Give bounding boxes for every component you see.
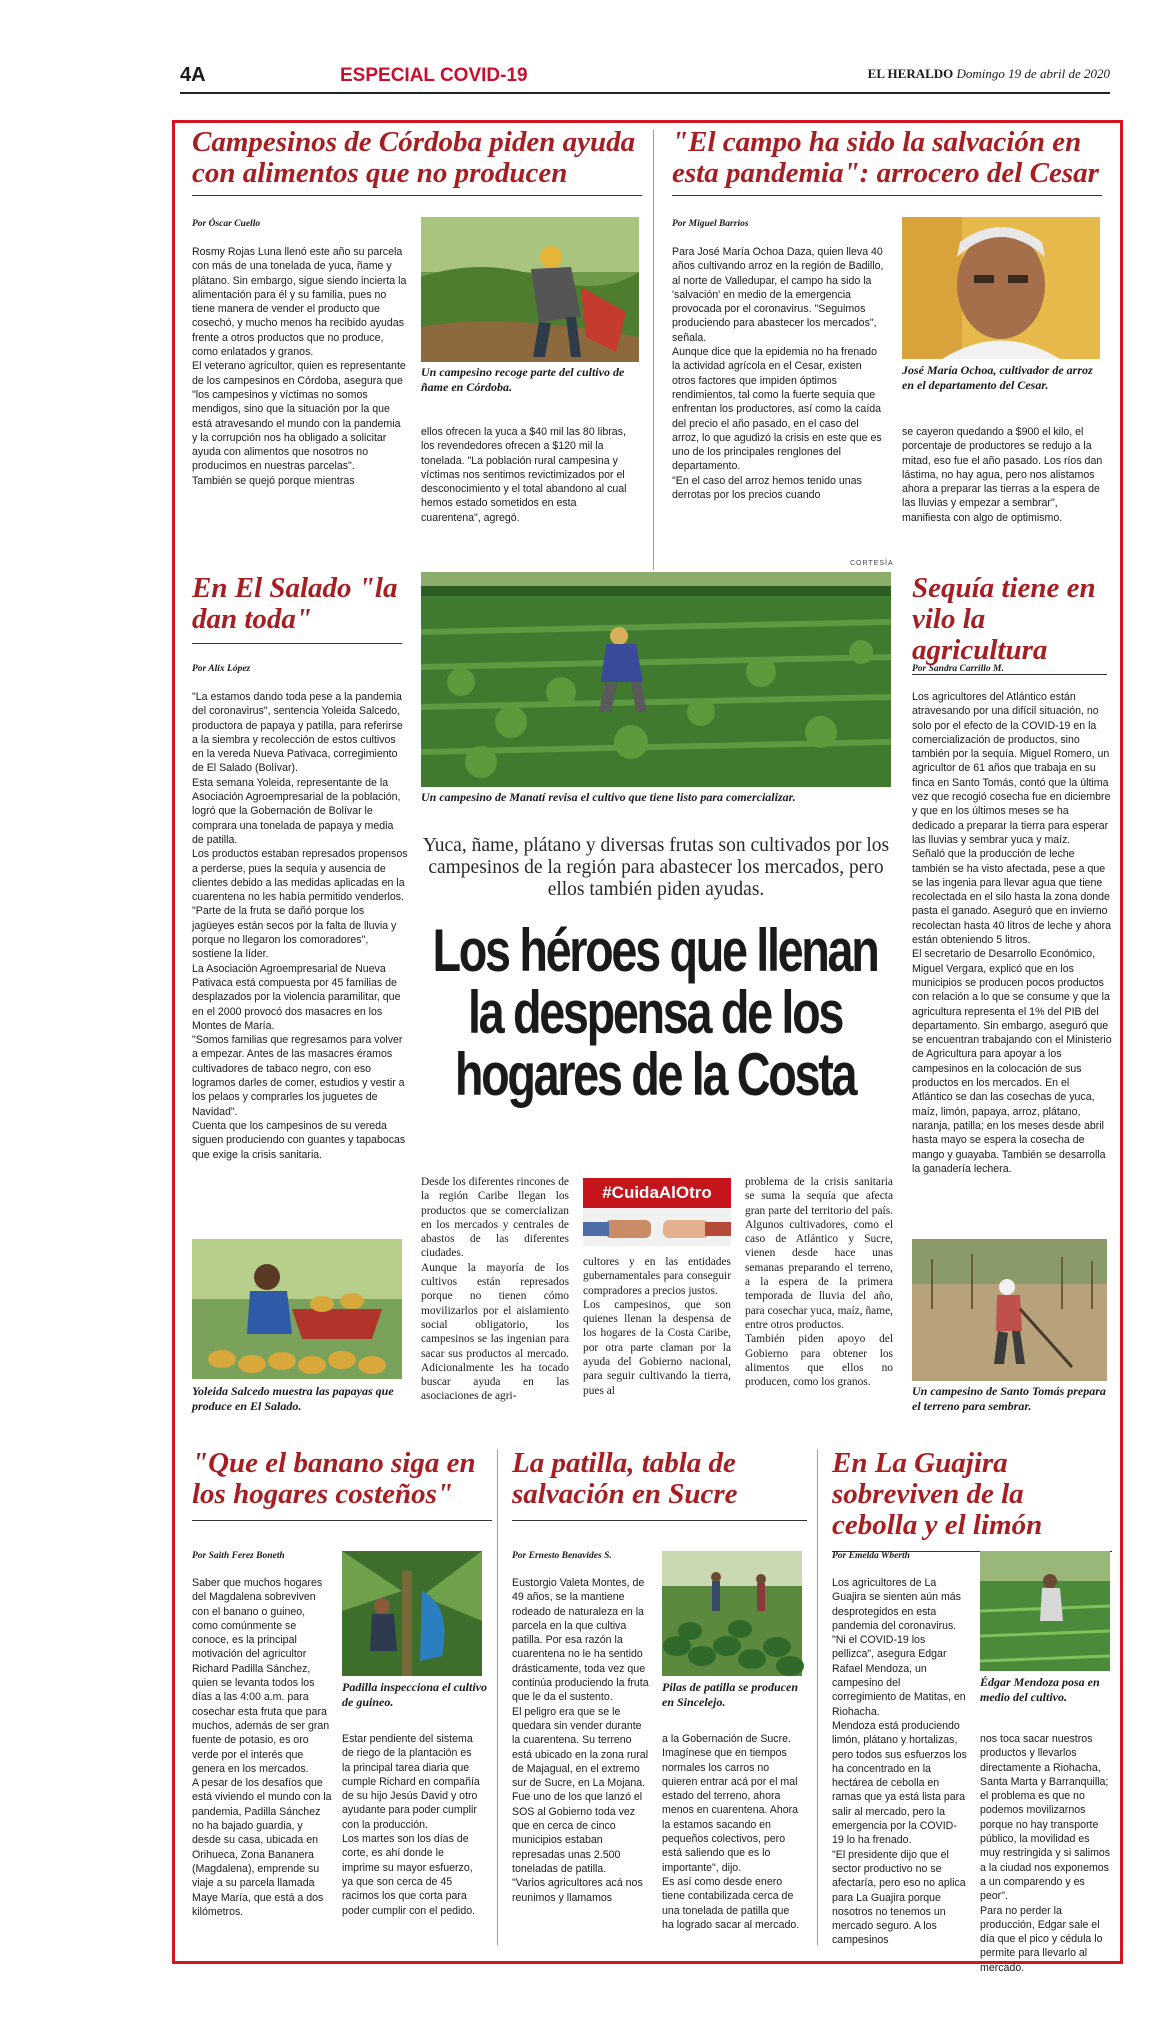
article-title: En La Guajira sobreviven de la cebolla y el limón — [832, 1448, 1112, 1552]
photo-caption: Un campesino de Manatí revisa el cultivo que tiene listo para comercializar. — [421, 790, 796, 804]
article-title: Campesinos de Córdoba piden ayuda con alimentos que no producen — [192, 127, 642, 196]
article-guajira — [832, 1448, 1112, 1552]
byline: Por Sandra Carrillo M. — [912, 664, 1004, 674]
article-body: "La estamos dando toda pese a la pandemia del coronavirus", sentencia Yoleida Salcedo, productora de papaya y patilla, para referirse a la siembra y recolección de estos cultivos en la vereda Nueva Pativaca, corregimiento de El Salado (Bolívar). Esta semana Yoleida, representante de la Asociación Agroempresarial de la población, logró que la Gobernación de Bolívar le comprara una tonelada de papaya y media de patilla. Los productos estaban represados propensos a perderse, pues la sequía y ausencia de clientes debido a las medidas aplicadas en la cuarentena no les había permitido venderlos. "Parte de la fruta se dañó porque los jagüeyes están secos por la falta de lluvia y porque no llegaron los comoradores", sostiene la líder. La Asociación Agroempresarial de Nueva Pativaca está compuesta por 45 familias de desplazados por la violencia paramilitar, que en el 2000 provocó dos masacres en los Montes de María. "Somos familias que regresamos para volver a empezar. Antes de las masacres éramos cultivadores de tabaco negro, con eso logramos darles de comer, estudios y vestir a los pelaos y comprarles los juguetes de Navidad". Cuenta que los campesinos de su vereda siguen produciendo con guantes y tapabocas que exige la crisis sanitaria. — [192, 691, 408, 1161]
article-body-continued: a la Gobernación de Sucre. Imagínese que en tiempos normales los carros no quieren entrar acá por el mal estado del terreno, ahora menos en cuarentena. Ahora la estamos sacando en pequeños colectivos, pero está saliendo que es lo importante", dijo. Es así como desde enero tiene contabilizada cerca de una tonelada de patilla que ha logrado sacar al mercado. — [662, 1733, 800, 1931]
article-body-continued: nos toca sacar nuestros productos y llevarlos directamente a Riohacha, Santa Marta y Barranquilla; el problema es que no podemos movilizarnos porque no hay transporte público, la movilidad es muy restringida y si salimos a la ciudad nos exponemos a un comparendo y es peor". Para no perder la producción, Edgar sale el día que el pico y cédula lo permite para llevarlo al mercado. — [980, 1733, 1111, 1974]
photo-credit: CORTESÍA — [850, 560, 894, 567]
article-title: La patilla, tabla de salvación en Sucre — [512, 1448, 807, 1521]
page-number: 4A — [180, 64, 206, 86]
article-body: Eustorgio Valeta Montes, de 49 años, se la mantiene rodeado de naturaleza en la parcela en la que cultiva patilla. Por esa razón la cuarentena no le ha sentido drásticamente, toda vez que continúa produciendo la fruta que le da el sustento. El peligro era que se le quedara sin vender durante la cuarentena. Su terreno está ubicado en la zona rural de Majagual, en el extremo sur de Sucre, en La Mojana. Fue uno de los que lanzó el SOS al Gobierno toda vez que en cerca de cinco municipios estaban represadas unas 2.500 toneladas de patilla. "Varios agricultores acá nos reunimos y llamamos — [512, 1577, 649, 1904]
main-body-col3: problema de la crisis sanitaria se suma la sequía que afecta gran parte del territorio del país. Algunos cultivadores, como el caso de Atlántico y Sucre, vienen desde hace unas semanas preparando el terreno, a la espera de la primera temporada de lluvia del año, para cosechar yuca, maíz, ñame, entre otros productos. También piden apoyo del Gobierno para obtener los alimentos que ellos no producen, como los granos. — [745, 1176, 893, 1389]
campaign-tag: #CuidaAlOtro — [583, 1178, 731, 1208]
article-body: Los agricultores del Atlántico están atravesando por una difícil situación, no solo por el efecto de la COVID-19 en la comercialización de productos, sino también por la sequía. Miguel Romero, un agricultor de 61 años que trabaja en su finca en Santo Tomás, contó que la última vez que recogió cosecha fue en diciembre y que en los últimos meses se ha dedicado a preparar la tierra para esperar las lluvias y sembrar yuca y maíz. Señaló que la producción de leche también se ha visto afectada, pese a que se las ingenia para llevar agua que tiene recolectada en el silo hasta la zona donde pasta el ganado. Aseguró que en invierno recolectan hasta 40 litros de leche y ahora están obteniendo 5 litros. El secretario de Desarrollo Económico, Miguel Vergara, explicó que en los municipios se producen pocos productos con relación a lo que se consume y que la agricultura representa el 1% del PIB del departamento. Sin embargo, aseguró que se encuentran trabajando con el Ministerio de Agricultura para apoyar a los campesinos en la colocación de sus productos en los mercados. En el Atlántico se dan las cosechas de yuca, maíz, limón, papaya, arroz, plátano, naranja, patilla; en los meses desde abril hasta mayo se espera la cosecha de mango y guayaba. También se desarrolla la ganadería lechera. — [912, 691, 1112, 1175]
main-body-col1: Desde los diferentes rincones de la región Caribe llegan los productos que se comercializan en los mercados y centrales de abastos de las diferentes ciudades. Aunque la mayoría de los cultivos están represados porque no tienen cómo movilizarlos por el aislamiento social obligatorio, los campesinos se las ingenian para sacar sus productos al mercado. Adicionalmente les ha tocado buscar ayuda en las asociaciones de agri- — [421, 1176, 569, 1403]
article-sequia — [912, 573, 1107, 675]
article-cesar — [672, 127, 1102, 196]
photo-caption: Yoleida Salcedo muestra las papayas que produce en El Salado. — [192, 1384, 394, 1413]
article-body: Saber que muchos hogares del Magdalena sobreviven con el banano o guineo, como comúnmente se conoce, es la principal motivación del agricultor Richard Padilla Sánchez, quien se levanta todos los días a las 4:00 a.m. para cosechar esta fruta que para muchos, además de ser gran fuente de potasio, es oro verde por el interés que genera en los mercados. A pesar de los desafíos que está viviendo el mundo con la pandemia, Padilla Sánchez no ha bajado guardia, y desde su casa, ubicada en Orihueca, Zona Bananera (Magdalena), emprende su viaje a su parcela llamada Maye María, que está a dos kilómetros. — [192, 1577, 332, 1918]
article-title: Sequía tiene en vilo la agricultura — [912, 573, 1107, 675]
byline: Por Saith Ferez Boneth — [192, 1551, 285, 1561]
page-header — [180, 62, 1110, 94]
main-headline: Los héroes que llenan la despensa de los hogares de la Costa — [432, 917, 878, 1108]
photo-caption: Un campesino de Santo Tomás prepara el terreno para sembrar. — [912, 1384, 1106, 1413]
byline: Por Miguel Barrios — [672, 219, 749, 229]
byline: Por Alix López — [192, 664, 251, 674]
issue-date: Domingo 19 de abril de 2020 — [956, 66, 1110, 81]
article-body: Los agricultores de La Guajira se sienten aún más desprotegidos en esta pandemia del coronavirus. "Ni el COVID-19 los pellizca", asegura Edgar Rafael Mendoza, un campesino del corregimiento de Matitas, en Riohacha. Mendoza está produciendo limón, plátano y hortalizas, pero todos sus esfuerzos los ha concentrado en la hectárea de cebolla en ramas que ya está lista para salir al mercado, pero la emergencia por la COVID-19 lo ha frenado. "El presidente dijo que el sector productivo no se afectaría, pero eso no aplica para La Guajira porque nosotros no tenemos un mercado seguro. A los campesinos — [832, 1577, 967, 1947]
article-body-continued: ellos ofrecen la yuca a $40 mil las 80 libras, los revendedores ofrecen a $120 mil la tonelada. "La población rural campesina y víctimas nos sentimos revictimizados por el desconocimiento y el total abandono al cual hemos estado sometidos en esta cuarentena", agregó. — [421, 426, 627, 524]
column-divider — [817, 1450, 818, 1945]
photo-portrait-jose-maria — [902, 217, 1100, 359]
photo-caption: Un campesino recoge parte del cultivo de ñame en Córdoba. — [421, 365, 625, 394]
article-body-continued: se cayeron quedando a $900 el kilo, el porcentaje de productores se redujo a la mitad, eso fue el año pasado. Los ríos dan lástima, no hay agua, pero nos alistamos ahora a preparar las tierras a la espera de las lluvias y empezar a sembrar", manifiesta con algo de optimismo. — [902, 426, 1103, 524]
photo-caption: Padilla inspecciona el cultivo de guineo. — [342, 1680, 487, 1709]
article-body-continued: Estar pendiente del sistema de riego de la plantación es la principal tarea diaria que cumple Richard en compañía de su hijo Jesús David y otro ayudante para poder cumplir con la producción. Los martes son los días de corte, es ahí donde le imprime su mayor esfuerzo, ya que son cerca de 45 racimos los que corta para poder cumplir con el pedido. — [342, 1733, 480, 1917]
photo-caption: Édgar Mendoza posa en medio del cultivo. — [980, 1675, 1100, 1704]
byline: Por Ernesto Benavides S. — [512, 1551, 612, 1561]
photo-onion-crop — [980, 1551, 1110, 1671]
photo-watermelon-piles — [662, 1551, 802, 1676]
article-banano — [192, 1448, 492, 1521]
photo-caption: José María Ochoa, cultivador de arroz en el departamento del Cesar. — [902, 363, 1093, 392]
section-name: ESPECIAL COVID-19 — [340, 65, 528, 86]
byline: Por Óscar Cuello — [192, 219, 261, 229]
article-cordoba — [192, 127, 642, 196]
paper-name: EL HERALDO — [867, 66, 954, 81]
masthead — [868, 66, 1110, 82]
article-patilla — [512, 1448, 807, 1521]
article-body: Para José María Ochoa Daza, quien lleva 40 años cultivando arroz en la región de Badillo, al norte de Valledupar, el campo ha sido la 'salvación' en medio de la emergencia provocada por el coronavirus. "Seguimos produciendo para abastecer los mercados", señala. Aunque dice que la epidemia no ha frenado la actividad agrícola en el Cesar, existen otros factores que impiden óptimos rendimientos, tal como la fuerte sequía que enfrentan los productores, así como la caída del precio el año pasado, en el caso del arroz, lo que agudizó la crisis en este que es uno de los principales renglones del departamento. "En el caso del arroz hemos tenido unas derrotas por los precios cuando — [672, 246, 884, 502]
article-title: "El campo ha sido la salvación en esta pandemia": arrocero del Cesar — [672, 127, 1102, 196]
article-salado — [192, 573, 402, 644]
article-deck: Yuca, ñame, plátano y diversas frutas son cultivados por los campesinos de la región para abastecer los mercados, pero ellos también piden ayudas. — [422, 835, 890, 900]
photo-caption: Pilas de patilla se producen en Sincelejo. — [662, 1680, 798, 1709]
byline: Por Emelda Wberth — [832, 1551, 910, 1561]
photo-banana-crop — [342, 1551, 482, 1676]
article-title: "Que el banano siga en los hogares costeños" — [192, 1448, 492, 1521]
photo-fist-bump — [583, 1208, 731, 1246]
article-title: En El Salado "la dan toda" — [192, 573, 402, 644]
photo-papaya-farmer — [192, 1239, 402, 1379]
photo-yam-harvest — [421, 217, 639, 362]
article-body: Rosmy Rojas Luna llenó este año su parcela con más de una tonelada de yuca, ñame y plátano. Sin embargo, sigue siendo incierta la alimentación para él y su familia, pues no tiene manera de vender el producto que cosechó, y mucho menos ha recibido ayudas frente a otros productos que no produce, como enlatados y granos. El veterano agricultor, quien es representante de los campesinos en Córdoba, asegura que "los campesinos y víctimas no somos mendigos, sino que la situación por la que está atravesando el mundo con la pandemia y la corrupción nos ha obligado a solicitar ayuda con alimentos que nosotros no producimos en nuestras parcelas". También se quejó porque mientras — [192, 246, 407, 487]
photo-field-preparation — [912, 1239, 1107, 1381]
column-divider — [497, 1450, 498, 1945]
photo-main-field — [421, 572, 891, 787]
column-divider — [653, 130, 654, 570]
main-body-col2: cultores y en las entidades gubernamentales para conseguir compradores a precios justos. Los campesinos, que son quienes llenan la despensa de los hogares de la Costa Caribe, por otra parte claman por la ayuda del Gobierno nacional, para seguir cultivando la tierra, pues al — [583, 1256, 731, 1397]
